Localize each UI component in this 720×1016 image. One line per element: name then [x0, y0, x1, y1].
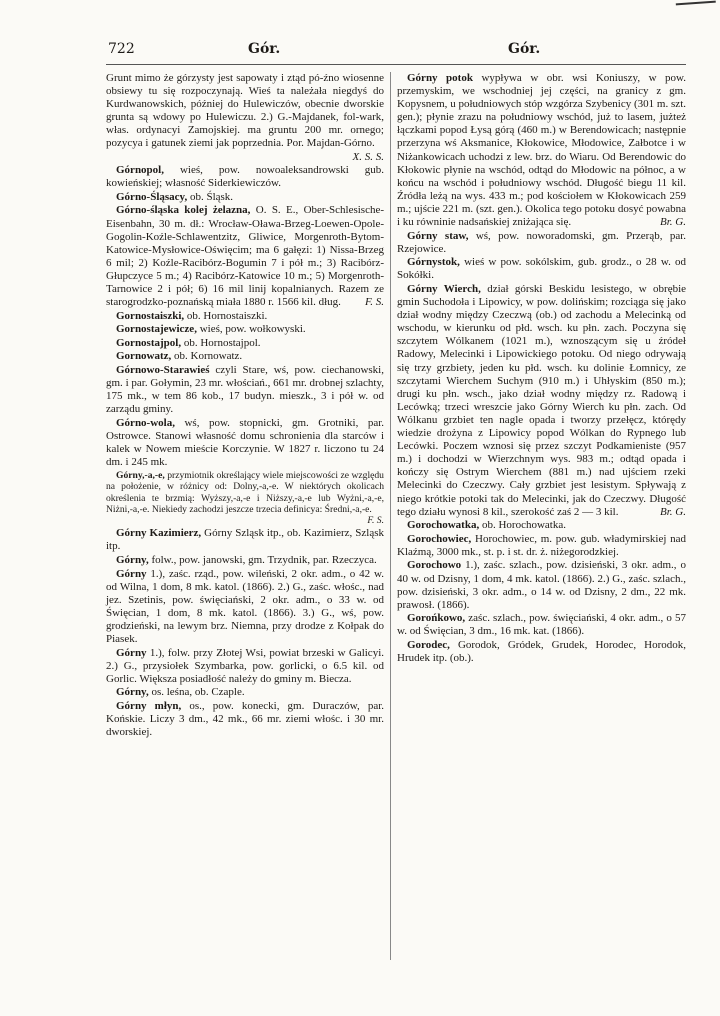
entry-headword: Górno-wola, [116, 416, 175, 429]
entry-text: zaśc. szlach., pow. święciański, 4 okr. adm., o 57 w. od Święcian, 3 dm., 16 mk. kat. (1866). [397, 612, 687, 638]
entry-headword: Górny, [116, 554, 149, 567]
entry-text: ob. Kornowatz. [174, 350, 243, 363]
entry-text: ob. Hornostajpol. [183, 336, 261, 349]
dictionary-entry [106, 470, 384, 527]
entry-text: wieś, pow. wołkowyski. [199, 323, 306, 336]
entry-headword: Górny Kazimierz, [116, 527, 202, 540]
entry-text: ob. Śląsk. [189, 190, 234, 203]
entry-headword: Górny Wierch, [407, 283, 481, 295]
left-running-head: Gór. [248, 41, 281, 57]
column-separator [390, 72, 391, 960]
dictionary-entry [106, 337, 384, 350]
entry-text: 1.), folw. przy Złotej Wsi, powiat brzeski w Galicyi. 2.) G., przysiołek Szymbarka, pow. gorlicki, o 6.5 kil. od Gorlic. Większa posiadłość należy do gminy m. Biecza. [106, 646, 384, 685]
entry-headword: Górny staw, [407, 229, 469, 242]
right-running-head: Gór. [508, 41, 541, 57]
entry-text: ob. Horochowatka. [481, 519, 566, 532]
entry-headword: Gornostajpol, [116, 336, 182, 349]
dictionary-entry [106, 686, 384, 699]
entry-headword: Górny młyn, [116, 700, 182, 713]
entry-text: przymiotnik określający wiele miejscowości ze względu na położenie, w różnicy od: Dolny,-a,-e. W niektórych okolicach określenia te brzmią: Wyższy,-a,-e i Niższy,-a,-e lub Wyżni,-a,-e, Niżni,-a,-e. Niekiedy zachodzi jeszcze trzecia definicya: Średni,-a,-e. [106, 469, 384, 516]
entry-headword: Gorochowiec, [407, 532, 472, 545]
entry-text: wś, pow. stopnicki, gm. Grotniki, par. Ostrowce. Stanowi własność domu schronienia dla starców i kalek w Nowem mieście Korczynie. W 1827 r. liczono tu 24 dm. i 245 mk. [106, 416, 385, 469]
entry-headword: Gorochowatka, [407, 519, 480, 532]
dictionary-entry [106, 417, 384, 469]
entry-headword: Górnystok, [407, 256, 460, 269]
author-signature: F. S. [367, 515, 384, 527]
dictionary-entry [397, 639, 686, 665]
dictionary-entry [106, 568, 384, 647]
author-signature: X. S. S. [352, 150, 384, 163]
entry-text: Horochowiec, m. pow. gub. władymirskiej nad Klaźmą, 3000 mk., st. p. i st. dr. ż. niżegorodzkiej. [397, 532, 687, 558]
entry-headword: Gornowatz, [116, 350, 172, 363]
dictionary-entry [397, 533, 686, 559]
dictionary-entry [106, 364, 384, 416]
running-header [108, 38, 684, 60]
entry-text: os., pow. konecki, gm. Duraczów, par. Końskie. Liczy 3 dm., 42 mk., 66 mr. ziemi włośc. i 30 mr. dworskiej. [106, 700, 385, 739]
dictionary-entry [106, 350, 384, 363]
entry-headword: Górny [116, 646, 147, 659]
entry-text: 1.), zaśc. rząd., pow. wileński, 2 okr. adm., o 42 w. od Wilna, 1 dom, 8 mk. katol. (1866). 2.) G., zaśc. włośc., nad jez. Szetinis, pow. święciański, 2 okr. adm., o 33 w. od Święcian, 1 dom, 8 mk. katol. (1866). 3.) G., wś, pow. grodzieński, na lewym brz. Niemna, przy drodze z Kołpak do Piasek. [106, 567, 384, 646]
author-signature: Br. G. [660, 505, 686, 518]
entry-headword: Gorochowo [407, 559, 462, 572]
dictionary-entry [106, 554, 384, 567]
entry-headword: Górny,-a,-e, [116, 469, 165, 481]
entry-text: folw., pow. janowski, gm. Trzydnik, par. Rzeczyca. [151, 554, 377, 567]
entry-headword: Gornostajewicze, [116, 323, 197, 336]
right-column [397, 72, 686, 666]
dictionary-entry [397, 256, 686, 282]
entry-text: Górny Szląsk itp., ob. Kazimierz, Szląsk itp. [106, 527, 385, 553]
dictionary-entry [106, 191, 384, 204]
entry-headword: Górny, [116, 686, 149, 699]
author-signature: F. S. [364, 296, 384, 309]
entry-headword: Górno-Śląsacy, [116, 190, 188, 203]
left-column [106, 72, 384, 740]
entry-text: ob. Hornostaiszki. [186, 309, 268, 322]
dictionary-entry [106, 700, 384, 739]
entry-text: O. S. E., Ober-Schlesische-Eisenbahn, 30 m. dł.: Wrocław-Oława-Brzeg-Loewen-Opole-Gogolin-Koźle-Schlawentzitz, Gliwice, Morgenroth-Bytom-Katowice-Mysłowice-Oświęcim; ma 6 gałęzi: 1) Nissa-Brzeg 6 mil; 2) Koźle-Racibórz-Bogumin 7 i pół m.; 3) Racibórz-Głupczyce 5 m.; 4) Racibórz-Katowice 10 m.; 5) Morgenroth-Tarnowice 2 i pół; 6) 16 mil linij kopalnianych. Razem ze starogrodzko-poznańską miała 1880 r. 1566 kil. dług. [106, 204, 385, 309]
entry-text: wieś, pow. nowoaleksandrowski gub. kowieńskiej; własność Siderkiewiczów. [106, 164, 384, 190]
dictionary-entry [397, 559, 686, 611]
entry-text: wypływa w obr. wsi Koniuszy, w pow. przemyskim, we wschodniej jej części, na granicy z gm. Kopysnem, u południowych stóp wzgórza Szybenicy (301 m. szt. gen.); płynie zrazu na południowy wschód, już to lasem, jużteż łączkami popod Łysą górą (460 m.) w Berendowicach; następnie przerzyna wś Aksmanice, Kłokowice, Młodowice, Załbotce i w Niżankowicach uchodzi z lew. brz. do Wiaru. Od Berendowic do Kłokowic płynie na wschód, odtąd do Młodowic na północ, a w końcu na wschód i południowy wschód. Długość biegu 11 kil. Źródła leżą na wys. 433 m.; pod kościołem w Kłokowicach 259 m.; ujście 221 m. (szt. gen.). Okolica tego potoku dosyć powabna i ku równinie nadsańskiej zniżająca się. [397, 72, 686, 229]
entry-headword: Górny [116, 567, 147, 580]
dictionary-entry [397, 283, 686, 519]
entry-text: wś, pow. noworadomski, gm. Przerąb, par. Rzejowice. [397, 229, 687, 255]
corner-mark [676, 1, 716, 12]
entry-headword: Górnopol, [116, 164, 164, 177]
dictionary-entry [106, 204, 384, 309]
entry-headword: Górnowo-Starawieś [116, 364, 210, 377]
entry-headword: Gornostaiszki, [116, 309, 185, 322]
dictionary-entry [106, 164, 384, 190]
entry-text: Grunt mimo że górzysty jest sapowaty i ztąd pó-źno wiosenne obsiewy tu się rozpoczynają. Wieś ta należała niegdyś do Kurdwanowskich, później do Hulewiczów, obecnie dworskie grunta są wdowy po Hulewiczu. 2.) G.-Majdanek, fol-wark, włas. ordynacyi Zamojskiej. ma gruntu 200 mr. ornego; pozycya i gatunek ziemi jak poprzednia. Por. Majdan-Górno. [106, 72, 384, 150]
entry-headword: Górny potok [407, 72, 473, 84]
entry-text: os. leśna, ob. Czaple. [151, 686, 245, 699]
entry-text: Gorodok, Gródek, Grudek, Horodec, Horodok, Hrudek itp. (ob.). [397, 639, 686, 665]
entry-headword: Gorodec, [407, 639, 450, 652]
entry-text: 1.), zaśc. szlach., pow. dzisieński, 3 okr. adm., o 40 w. od Dzisny, 1 dom, 4 mk. katol. (1866). 2.) G., zaśc. szlach., pow. dzisieński, 3 okr. adm., o 14 w. od Dzisny, 2 dm., 22 mk. prawosł. (1866). [397, 559, 687, 611]
dictionary-entry [106, 72, 384, 164]
entry-text: dział górski Beskidu lesistego, w obrębie gmin Suchodoła i Lipowicy, w pow. dolińskim; rozciąga się jako dział wodny między Czeczwą (ob.) od zachodu a Melecinką od wschodu, w kierunku od płd. wsch. ku płn. zach. Poczyna się szczytem Wólkanem (1021 m.), wznoszącym się u źródeł Radowy, Melecinki i Lipowickiego potoku. Od niego odrywają się trzy grzbiety, jeden ku płd. wsch. ku dolinie Łomnicy, ze szczytami Wierchem Suchym (910 m.) i Uhłyskim (850 m.); drugi ku płn. wsch., jako dział wodny między rz. Radową i Lecówką; trzeci wreszcie jako Górny Wierch ku płn. zach. Od Wólkanu grzbiet ten nagle opada i tworzy przełęcz, którędy wiedzie drożyna z Lipowicy popod Wólkan do Rypnego lub Lecówki. Poczem wznosi się przez szczyt Podkamieniste (957 m.) i dochodzi w Wierzchnym wys. 983 m.; odtąd opada i kończy się Ostrym Wierchem (881 m.) nad ujściem rzeki Melecinki do Czeczwy. Cały grzbiet jest lesistym. Spływają z niego krótkie potoki tak do Melecinki, jak do Czeczwy. Długość tego działu wynosi 8 kil., szerokość zaś 2 — 3 kil. [397, 283, 687, 518]
dictionary-entry [106, 310, 384, 323]
header-rule [106, 64, 686, 65]
entry-text: czyli Stare, wś, pow. ciechanowski, gm. i par. Gołymin, 23 mr. włościań., 661 mr. drobnej szlachty, 175 mk., w tem 86 kob., 17 budyn. mieszk., 3 i pół w. od zarządu gminy. [106, 364, 384, 416]
dictionary-entry [397, 72, 686, 229]
dictionary-entry [106, 323, 384, 336]
author-signature: Br. G. [660, 216, 686, 229]
dictionary-entry [106, 647, 384, 686]
page-number: 722 [108, 41, 135, 57]
dictionary-entry [106, 527, 384, 553]
dictionary-entry [397, 519, 686, 532]
entry-headword: Górno-śląska kolej żelazna, [116, 204, 251, 217]
dictionary-entry [397, 612, 686, 638]
entry-text: wieś w pow. sokólskim, gub. grodz., o 28 w. od Sokółki. [397, 256, 687, 282]
dictionary-entry [397, 230, 686, 256]
entry-headword: Gorońkowo, [407, 612, 466, 625]
